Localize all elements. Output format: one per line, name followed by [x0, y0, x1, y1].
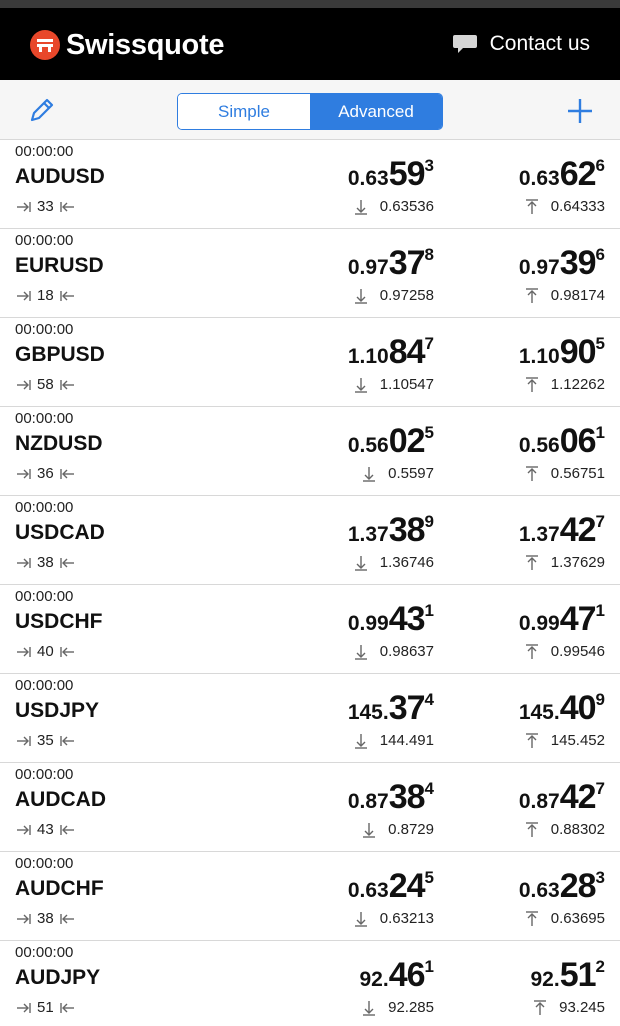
quote-row[interactable]	[0, 229, 620, 318]
bid-prefix: 1.37	[347, 523, 389, 546]
bid-price[interactable]	[360, 956, 435, 992]
ask-prefix: 0.97	[518, 256, 560, 279]
daily-low	[354, 376, 434, 393]
ask-prefix: 0.56	[518, 434, 560, 457]
spread-in-right-icon	[58, 467, 76, 481]
daily-low	[362, 465, 434, 482]
ask-pips: 28	[559, 867, 596, 905]
daily-high	[525, 732, 605, 749]
ask-price[interactable]	[519, 155, 605, 191]
bid-pips: 38	[388, 778, 425, 816]
ask-prefix: 145.	[518, 701, 560, 724]
quote-row[interactable]	[0, 318, 620, 407]
arrow-up-icon	[525, 288, 545, 304]
tab-simple[interactable]: Simple	[178, 94, 310, 129]
ask-pips: 42	[559, 778, 596, 816]
daily-high	[533, 999, 605, 1016]
spread-in-left-icon	[15, 1001, 33, 1015]
pencil-icon	[28, 96, 56, 124]
spread-in-right-icon	[58, 823, 76, 837]
bid-pips: 24	[388, 867, 425, 905]
spread-value: 40	[37, 643, 54, 660]
quote-row[interactable]	[0, 674, 620, 763]
low-value: 92.285	[388, 999, 434, 1016]
quote-time: 00:00:00	[15, 410, 74, 427]
arrow-down-icon	[362, 822, 382, 838]
bid-price[interactable]	[348, 155, 434, 191]
arrow-down-icon	[362, 1000, 382, 1016]
plus-icon	[566, 97, 594, 125]
spread-in-right-icon	[58, 645, 76, 659]
daily-low	[354, 910, 434, 927]
toolbar	[0, 80, 620, 140]
ask-price[interactable]	[519, 333, 605, 369]
spread-in-right-icon	[58, 200, 76, 214]
daily-high	[525, 643, 605, 660]
spread	[15, 643, 76, 660]
bid-pips: 37	[388, 244, 425, 282]
quote-row[interactable]	[0, 407, 620, 496]
bid-price[interactable]	[348, 778, 434, 814]
low-value: 0.97258	[379, 287, 434, 304]
spread-in-left-icon	[15, 200, 33, 214]
bid-price[interactable]	[348, 689, 434, 725]
quote-row[interactable]	[0, 763, 620, 852]
currency-pair: EURUSD	[15, 254, 104, 277]
spread-value: 38	[37, 554, 54, 571]
currency-pair: USDCAD	[15, 521, 105, 544]
low-value: 1.10547	[379, 376, 434, 393]
spread-in-left-icon	[15, 823, 33, 837]
bid-prefix: 0.99	[347, 612, 389, 635]
swissquote-logo-icon	[30, 30, 60, 60]
ask-pips: 51	[559, 956, 596, 994]
bid-pips: 59	[388, 155, 425, 193]
bid-fraction: 7	[424, 334, 434, 353]
spread	[15, 287, 76, 304]
bid-prefix: 0.63	[347, 879, 389, 902]
spread	[15, 465, 76, 482]
brand-name: Swissquote	[66, 28, 225, 61]
chat-bubble-icon	[452, 33, 478, 55]
ask-fraction: 7	[595, 779, 605, 798]
spread-in-left-icon	[15, 378, 33, 392]
high-value: 0.56751	[550, 465, 605, 482]
daily-high	[525, 821, 605, 838]
spread-in-left-icon	[15, 289, 33, 303]
spread	[15, 910, 76, 927]
high-value: 0.63695	[550, 910, 605, 927]
currency-pair: AUDCHF	[15, 877, 104, 900]
arrow-up-icon	[525, 199, 545, 215]
spread-value: 33	[37, 198, 54, 215]
high-value: 1.12262	[550, 376, 605, 393]
bid-pips: 84	[388, 333, 425, 371]
daily-low	[354, 643, 434, 660]
quote-row[interactable]	[0, 140, 620, 229]
arrow-down-icon	[354, 199, 374, 215]
ask-price[interactable]	[519, 778, 605, 814]
currency-pair: AUDCAD	[15, 788, 106, 811]
ask-price[interactable]	[519, 867, 605, 903]
quote-time: 00:00:00	[15, 855, 74, 872]
contact-us-button[interactable]	[452, 32, 590, 56]
ask-prefix: 92.	[530, 968, 560, 991]
spread-in-right-icon	[58, 289, 76, 303]
daily-high	[525, 910, 605, 927]
ask-pips: 06	[559, 422, 596, 460]
spread	[15, 554, 76, 571]
ask-pips: 39	[559, 244, 596, 282]
bid-price[interactable]	[348, 511, 434, 547]
quote-time: 00:00:00	[15, 944, 74, 961]
quote-time: 00:00:00	[15, 766, 74, 783]
spread-value: 18	[37, 287, 54, 304]
daily-high	[525, 376, 605, 393]
arrow-up-icon	[525, 555, 545, 571]
ask-fraction: 3	[595, 868, 605, 887]
bid-pips: 46	[388, 956, 425, 994]
bid-price[interactable]	[348, 333, 434, 369]
swissquote-logo[interactable]	[30, 29, 224, 61]
low-value: 0.8729	[388, 821, 434, 838]
low-value: 144.491	[379, 732, 434, 749]
view-mode-toggle[interactable]	[177, 93, 443, 130]
spread	[15, 821, 76, 838]
bid-prefix: 0.63	[347, 167, 389, 190]
spread-in-right-icon	[58, 378, 76, 392]
ask-prefix: 0.87	[518, 790, 560, 813]
currency-pair: USDCHF	[15, 610, 103, 633]
bid-prefix: 0.97	[347, 256, 389, 279]
ask-prefix: 0.63	[518, 167, 560, 190]
spread-in-right-icon	[58, 912, 76, 926]
quote-row[interactable]	[0, 585, 620, 674]
daily-low	[354, 554, 434, 571]
high-value: 0.64333	[550, 198, 605, 215]
high-value: 0.99546	[550, 643, 605, 660]
quote-time: 00:00:00	[15, 321, 74, 338]
daily-low	[354, 198, 434, 215]
currency-pair: NZDUSD	[15, 432, 103, 455]
bid-fraction: 8	[424, 245, 434, 264]
quote-row[interactable]	[0, 941, 620, 1026]
spread-value: 58	[37, 376, 54, 393]
quote-time: 00:00:00	[15, 143, 74, 160]
ask-prefix: 1.37	[518, 523, 560, 546]
quote-time: 00:00:00	[15, 677, 74, 694]
quote-time: 00:00:00	[15, 232, 74, 249]
bid-fraction: 5	[424, 423, 434, 442]
bid-prefix: 1.10	[347, 345, 389, 368]
high-value: 0.98174	[550, 287, 605, 304]
currency-pair: USDJPY	[15, 699, 100, 722]
ask-price[interactable]	[519, 422, 605, 458]
arrow-up-icon	[533, 1000, 553, 1016]
spread	[15, 376, 76, 393]
bid-fraction: 1	[424, 601, 434, 620]
high-value: 0.88302	[550, 821, 605, 838]
add-button[interactable]	[566, 97, 594, 125]
ask-fraction: 5	[595, 334, 605, 353]
bid-fraction: 9	[424, 512, 434, 531]
bid-prefix: 92.	[359, 968, 389, 991]
quote-row[interactable]	[0, 496, 620, 585]
low-value: 0.98637	[379, 643, 434, 660]
spread-value: 51	[37, 999, 54, 1016]
arrow-up-icon	[525, 644, 545, 660]
bid-fraction: 4	[424, 690, 434, 709]
high-value: 93.245	[559, 999, 605, 1016]
bid-price[interactable]	[348, 422, 434, 458]
bid-fraction: 3	[424, 156, 434, 175]
arrow-up-icon	[525, 466, 545, 482]
arrow-up-icon	[525, 733, 545, 749]
ask-fraction: 2	[595, 957, 605, 976]
ask-fraction: 1	[595, 423, 605, 442]
ask-pips: 47	[559, 600, 596, 638]
edit-button[interactable]	[28, 96, 56, 124]
ask-pips: 42	[559, 511, 596, 549]
arrow-down-icon	[354, 288, 374, 304]
bid-prefix: 0.87	[347, 790, 389, 813]
spread-value: 36	[37, 465, 54, 482]
daily-low	[354, 287, 434, 304]
ask-fraction: 1	[595, 601, 605, 620]
spread-in-right-icon	[58, 1001, 76, 1015]
ask-prefix: 0.63	[518, 879, 560, 902]
tab-advanced[interactable]: Advanced	[310, 94, 442, 129]
ask-fraction: 9	[595, 690, 605, 709]
ask-prefix: 1.10	[518, 345, 560, 368]
ask-prefix: 0.99	[518, 612, 560, 635]
ask-fraction: 7	[595, 512, 605, 531]
bid-prefix: 0.56	[347, 434, 389, 457]
spread-in-left-icon	[15, 912, 33, 926]
spread-in-right-icon	[58, 734, 76, 748]
low-value: 0.63536	[379, 198, 434, 215]
daily-high	[525, 465, 605, 482]
arrow-up-icon	[525, 822, 545, 838]
low-value: 0.63213	[379, 910, 434, 927]
spread	[15, 198, 76, 215]
quote-list	[0, 140, 620, 1026]
daily-low	[354, 732, 434, 749]
ask-pips: 40	[559, 689, 596, 727]
ask-fraction: 6	[595, 245, 605, 264]
spread-in-left-icon	[15, 556, 33, 570]
app-header	[0, 8, 620, 80]
arrow-up-icon	[525, 377, 545, 393]
currency-pair: GBPUSD	[15, 343, 105, 366]
bid-pips: 37	[388, 689, 425, 727]
spread-value: 43	[37, 821, 54, 838]
spread-in-right-icon	[58, 556, 76, 570]
arrow-up-icon	[525, 911, 545, 927]
bid-prefix: 145.	[347, 701, 389, 724]
arrow-down-icon	[354, 911, 374, 927]
bid-price[interactable]	[348, 244, 434, 280]
bid-fraction: 4	[424, 779, 434, 798]
ask-price[interactable]	[531, 956, 606, 992]
arrow-down-icon	[354, 644, 374, 660]
arrow-down-icon	[354, 733, 374, 749]
quote-time: 00:00:00	[15, 588, 74, 605]
spread	[15, 732, 76, 749]
bid-fraction: 5	[424, 868, 434, 887]
spread-in-left-icon	[15, 645, 33, 659]
arrow-down-icon	[354, 555, 374, 571]
status-strip	[0, 0, 620, 8]
spread-in-left-icon	[15, 467, 33, 481]
ask-price[interactable]	[519, 244, 605, 280]
ask-fraction: 6	[595, 156, 605, 175]
currency-pair: AUDUSD	[15, 165, 105, 188]
daily-low	[362, 999, 434, 1016]
daily-low	[362, 821, 434, 838]
high-value: 1.37629	[550, 554, 605, 571]
daily-high	[525, 287, 605, 304]
ask-price[interactable]	[519, 600, 605, 636]
bid-pips: 02	[388, 422, 425, 460]
daily-high	[525, 198, 605, 215]
bid-pips: 38	[388, 511, 425, 549]
high-value: 145.452	[550, 732, 605, 749]
quote-row[interactable]	[0, 852, 620, 941]
bid-price[interactable]	[348, 867, 434, 903]
contact-us-label: Contact us	[489, 32, 590, 55]
quote-time: 00:00:00	[15, 499, 74, 516]
ask-pips: 90	[559, 333, 596, 371]
daily-high	[525, 554, 605, 571]
arrow-down-icon	[354, 377, 374, 393]
currency-pair: AUDJPY	[15, 966, 101, 989]
spread-value: 35	[37, 732, 54, 749]
ask-price[interactable]	[519, 511, 605, 547]
bid-pips: 43	[388, 600, 425, 638]
bid-price[interactable]	[348, 600, 434, 636]
low-value: 0.5597	[388, 465, 434, 482]
ask-price[interactable]	[519, 689, 605, 725]
spread	[15, 999, 76, 1016]
spread-in-left-icon	[15, 734, 33, 748]
bid-fraction: 1	[424, 957, 434, 976]
ask-pips: 62	[559, 155, 596, 193]
low-value: 1.36746	[379, 554, 434, 571]
spread-value: 38	[37, 910, 54, 927]
arrow-down-icon	[362, 466, 382, 482]
